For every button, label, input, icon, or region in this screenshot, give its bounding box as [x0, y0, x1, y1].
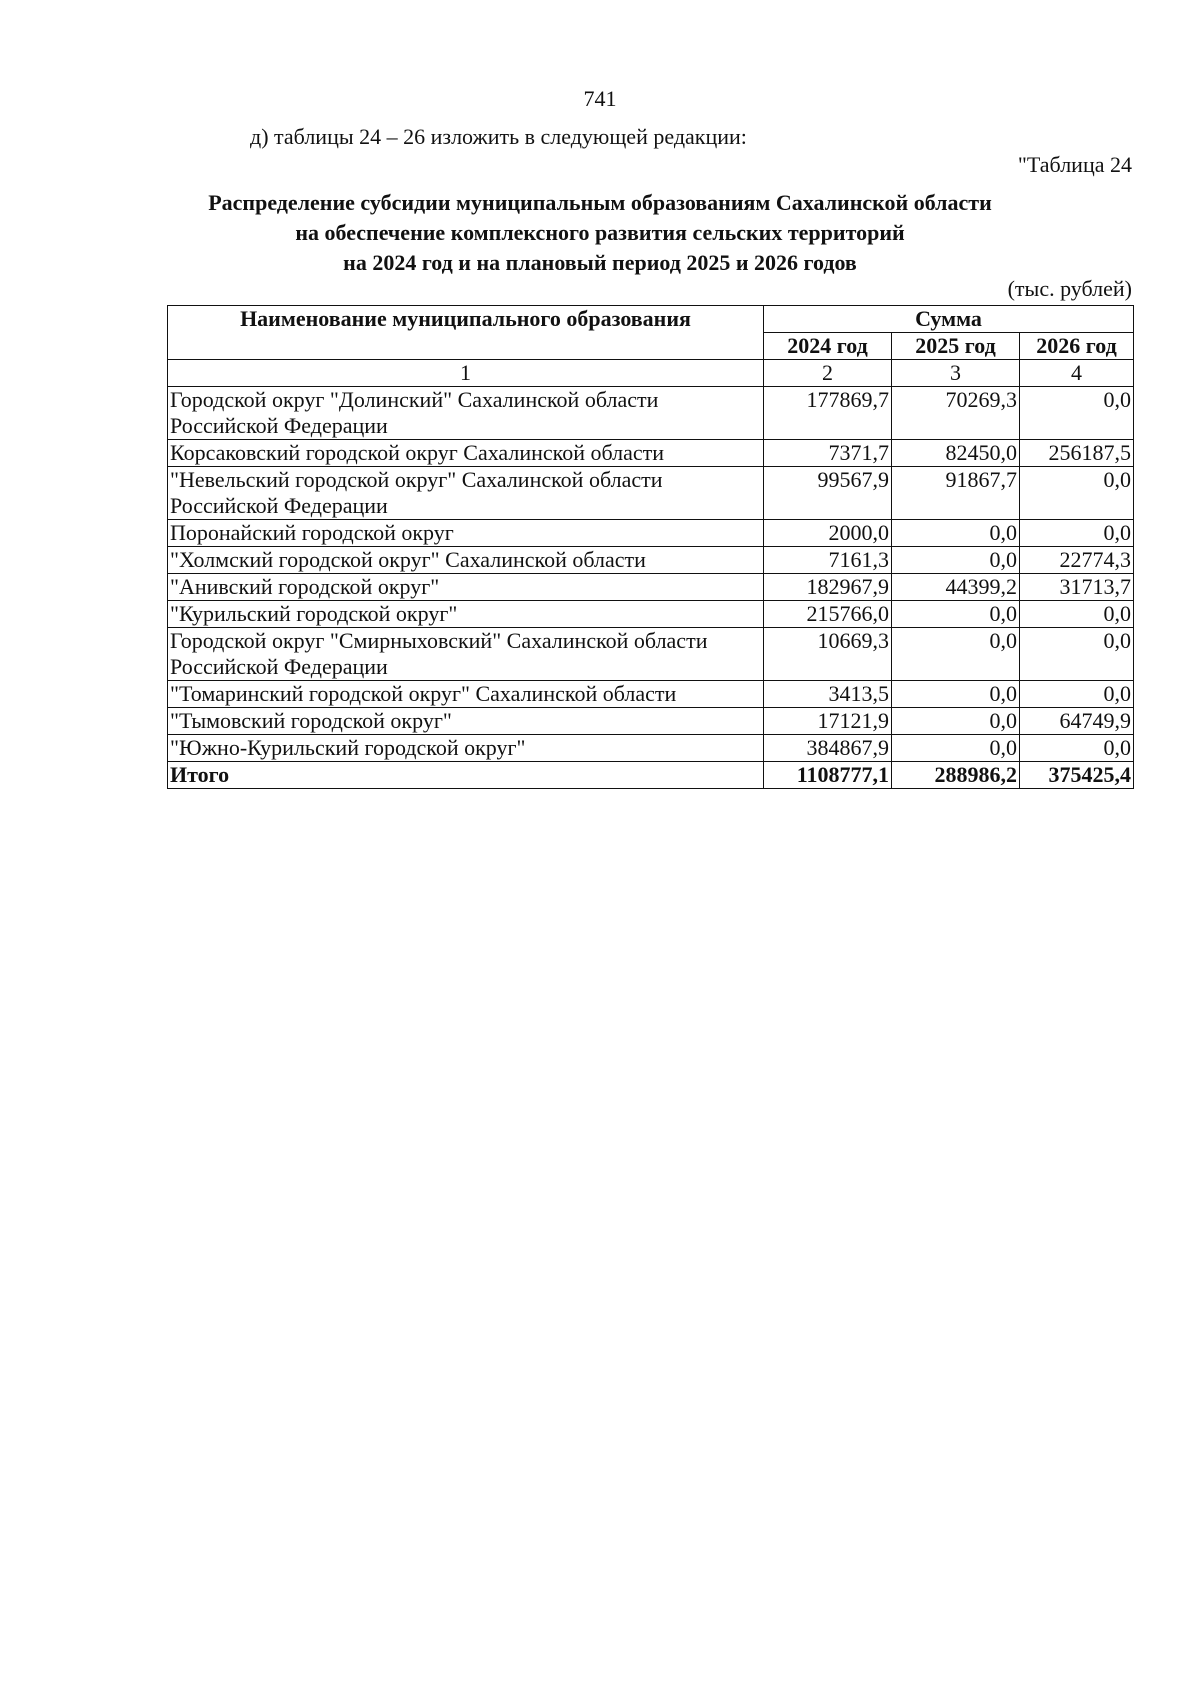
- municipality-name: Итого: [168, 762, 764, 789]
- amount-2024: 10669,3: [764, 628, 892, 681]
- municipality-name: Городской округ "Долинский" Сахалинской области Российской Федерации: [168, 387, 764, 440]
- amount-2025: 44399,2: [892, 574, 1020, 601]
- amount-2024: 177869,7: [764, 387, 892, 440]
- header-name: Наименование муниципального образования: [168, 306, 764, 360]
- municipality-name: Корсаковский городской округ Сахалинской области: [168, 440, 764, 467]
- column-number: 1: [168, 360, 764, 387]
- amount-2024: 7371,7: [764, 440, 892, 467]
- document-title: [0, 188, 1200, 278]
- amount-2026: 256187,5: [1020, 440, 1134, 467]
- amount-2026: 0,0: [1020, 467, 1134, 520]
- column-number: 4: [1020, 360, 1134, 387]
- amount-2025: 0,0: [892, 681, 1020, 708]
- amount-2024: 3413,5: [764, 681, 892, 708]
- amount-2025: 91867,7: [892, 467, 1020, 520]
- amount-2025: 288986,2: [892, 762, 1020, 789]
- amount-2025: 0,0: [892, 735, 1020, 762]
- amount-2024: 215766,0: [764, 601, 892, 628]
- table-row: [168, 547, 1134, 574]
- header-year-2025: 2025 год: [892, 333, 1020, 360]
- header-year-2024: 2024 год: [764, 333, 892, 360]
- amount-2026: 0,0: [1020, 387, 1134, 440]
- column-number-row: [168, 360, 1134, 387]
- column-number: 3: [892, 360, 1020, 387]
- table-row: [168, 387, 1134, 440]
- amount-2025: 0,0: [892, 520, 1020, 547]
- municipality-name: "Курильский городской округ": [168, 601, 764, 628]
- header-year-2026: 2026 год: [1020, 333, 1134, 360]
- amount-2026: 0,0: [1020, 520, 1134, 547]
- subsidy-table: [167, 305, 1134, 789]
- amount-2025: 82450,0: [892, 440, 1020, 467]
- title-line: на 2024 год и на плановый период 2025 и 2026 годов: [343, 250, 857, 275]
- amount-2026: 0,0: [1020, 681, 1134, 708]
- title-line: на обеспечение комплексного развития сельских территорий: [295, 220, 905, 245]
- table-row: [168, 601, 1134, 628]
- amount-2026: 0,0: [1020, 735, 1134, 762]
- table-row: [168, 681, 1134, 708]
- amount-2025: 0,0: [892, 708, 1020, 735]
- page-number: 741: [583, 86, 617, 111]
- amount-2026: 64749,9: [1020, 708, 1134, 735]
- amount-2025: 0,0: [892, 547, 1020, 574]
- municipality-name: Поронайский городской округ: [168, 520, 764, 547]
- header-sum: Сумма: [764, 306, 1134, 333]
- amount-2025: 0,0: [892, 628, 1020, 681]
- table-label: "Таблица 24: [1017, 152, 1132, 177]
- title-line: Распределение субсидии муниципальным образованиям Сахалинской области: [208, 190, 992, 215]
- amount-2024: 1108777,1: [764, 762, 892, 789]
- table-row: [168, 735, 1134, 762]
- table-row: [168, 574, 1134, 601]
- amount-2025: 70269,3: [892, 387, 1020, 440]
- amount-2024: 384867,9: [764, 735, 892, 762]
- amount-2026: 0,0: [1020, 601, 1134, 628]
- municipality-name: "Холмский городской округ" Сахалинской области: [168, 547, 764, 574]
- municipality-name: Городской округ "Смирныховский" Сахалинской области Российской Федерации: [168, 628, 764, 681]
- municipality-name: "Анивский городской округ": [168, 574, 764, 601]
- table-row: [168, 467, 1134, 520]
- amount-2024: 2000,0: [764, 520, 892, 547]
- table-row: [168, 708, 1134, 735]
- units-label: (тыс. рублей): [1007, 276, 1132, 301]
- amount-2024: 17121,9: [764, 708, 892, 735]
- municipality-name: "Тымовский городской округ": [168, 708, 764, 735]
- amount-2024: 7161,3: [764, 547, 892, 574]
- amount-2024: 99567,9: [764, 467, 892, 520]
- total-row: [168, 762, 1134, 789]
- amount-2026: 375425,4: [1020, 762, 1134, 789]
- municipality-name: "Южно-Курильский городской округ": [168, 735, 764, 762]
- table-row: [168, 520, 1134, 547]
- table-row: [168, 628, 1134, 681]
- amount-2026: 31713,7: [1020, 574, 1134, 601]
- municipality-name: "Невельский городской округ" Сахалинской области Российской Федерации: [168, 467, 764, 520]
- table-row: [168, 440, 1134, 467]
- amount-2025: 0,0: [892, 601, 1020, 628]
- municipality-name: "Томаринский городской округ" Сахалинской области: [168, 681, 764, 708]
- amount-2026: 0,0: [1020, 628, 1134, 681]
- amount-2024: 182967,9: [764, 574, 892, 601]
- column-number: 2: [764, 360, 892, 387]
- intro-text: д) таблицы 24 – 26 изложить в следующей редакции:: [250, 124, 747, 149]
- amount-2026: 22774,3: [1020, 547, 1134, 574]
